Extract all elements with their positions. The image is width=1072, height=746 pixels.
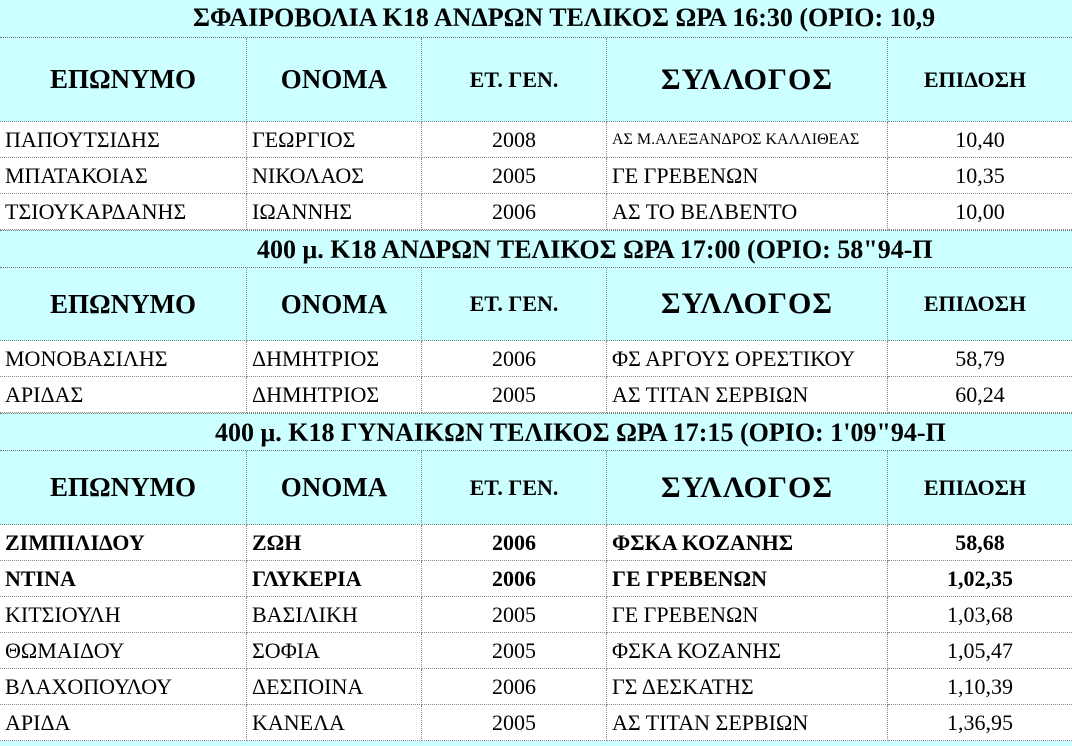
cell-club: ΓΣ ΔΕΣΚΑΤΗΣ bbox=[607, 669, 888, 705]
table-row bbox=[0, 633, 1072, 669]
header-name: ΟΝΟΜΑ bbox=[247, 451, 422, 525]
cell-performance: 1,03,68 bbox=[888, 597, 1072, 633]
table-header bbox=[0, 268, 1072, 341]
cell-surname: ΘΩΜΑΙΔΟΥ bbox=[0, 633, 247, 669]
header-surname: ΕΠΩΝΥΜΟ bbox=[0, 38, 247, 122]
cell-surname: ΠΑΠΟΥΤΣΙΔΗΣ bbox=[0, 122, 247, 158]
section-title-400m-men: 400 μ. Κ18 ΑΝΔΡΩΝ ΤΕΛΙΚΟΣ ΩΡΑ 17:00 (ΟΡΙΟ: 58"94-Π bbox=[0, 230, 1072, 268]
cell-name: ΖΩΗ bbox=[247, 525, 422, 561]
cell-performance: 1,05,47 bbox=[888, 633, 1072, 669]
cell-name: ΓΛΥΚΕΡΙΑ bbox=[247, 561, 422, 597]
cell-performance: 10,35 bbox=[888, 158, 1072, 194]
table-row bbox=[0, 597, 1072, 633]
table-row bbox=[0, 158, 1072, 194]
header-club: ΣΥΛΛΟΓΟΣ bbox=[607, 268, 888, 341]
header-name: ΟΝΟΜΑ bbox=[247, 268, 422, 341]
cell-performance: 58,68 bbox=[888, 525, 1072, 561]
header-birth-year: ΕΤ. ΓΕΝ. bbox=[422, 38, 607, 122]
cell-surname: ΤΣΙΟΥΚΑΡΔΑΝΗΣ bbox=[0, 194, 247, 230]
cell-birth-year: 2005 bbox=[422, 705, 607, 741]
cell-performance: 1,02,35 bbox=[888, 561, 1072, 597]
cell-club: ΦΣΚΑ ΚΟΖΑΝΗΣ bbox=[607, 525, 888, 561]
cell-name: ΒΑΣΙΛΙΚΗ bbox=[247, 597, 422, 633]
cell-club: ΓΕ ΓΡΕΒΕΝΩΝ bbox=[607, 561, 888, 597]
header-surname: ΕΠΩΝΥΜΟ bbox=[0, 451, 247, 525]
cell-surname: ΜΠΑΤΑΚΟΙΑΣ bbox=[0, 158, 247, 194]
section-title-400m-women: 400 μ. Κ18 ΓΥΝΑΙΚΩΝ ΤΕΛΙΚΟΣ ΩΡΑ 17:15 (ΟΡΙΟ: 1'09"94-Π bbox=[0, 413, 1072, 451]
cell-club: ΦΣΚΑ ΚΟΖΑΝΗΣ bbox=[607, 633, 888, 669]
cell-name: ΙΩΑΝΝΗΣ bbox=[247, 194, 422, 230]
cell-surname: ΒΛΑΧΟΠΟΥΛΟΥ bbox=[0, 669, 247, 705]
cell-name: ΣΟΦΙΑ bbox=[247, 633, 422, 669]
cell-name: ΔΕΣΠΟΙΝΑ bbox=[247, 669, 422, 705]
cell-name: ΔΗΜΗΤΡΙΟΣ bbox=[247, 341, 422, 377]
cell-birth-year: 2005 bbox=[422, 377, 607, 413]
cell-performance: 10,40 bbox=[888, 122, 1072, 158]
cell-surname: ΑΡΙΔΑ bbox=[0, 705, 247, 741]
cell-performance: 60,24 bbox=[888, 377, 1072, 413]
cell-surname: ΑΡΙΔΑΣ bbox=[0, 377, 247, 413]
table-row bbox=[0, 341, 1072, 377]
cell-birth-year: 2006 bbox=[422, 341, 607, 377]
header-performance: ΕΠΙΔΟΣΗ bbox=[888, 451, 1072, 525]
cell-club: ΓΕ ΓΡΕΒΕΝΩΝ bbox=[607, 597, 888, 633]
table-row bbox=[0, 122, 1072, 158]
header-birth-year: ΕΤ. ΓΕΝ. bbox=[422, 268, 607, 341]
header-name: ΟΝΟΜΑ bbox=[247, 38, 422, 122]
cell-club: ΦΣ ΑΡΓΟΥΣ ΟΡΕΣΤΙΚΟΥ bbox=[607, 341, 888, 377]
cell-performance: 58,79 bbox=[888, 341, 1072, 377]
cell-birth-year: 2006 bbox=[422, 561, 607, 597]
cell-birth-year: 2006 bbox=[422, 194, 607, 230]
cell-name: ΔΗΜΗΤΡΙΟΣ bbox=[247, 377, 422, 413]
table-header bbox=[0, 451, 1072, 525]
cell-birth-year: 2006 bbox=[422, 669, 607, 705]
cell-club: ΑΣ ΤΙΤΑΝ ΣΕΡΒΙΩΝ bbox=[607, 705, 888, 741]
table-header bbox=[0, 38, 1072, 122]
table-row bbox=[0, 705, 1072, 741]
cell-performance: 10,00 bbox=[888, 194, 1072, 230]
header-club: ΣΥΛΛΟΓΟΣ bbox=[607, 38, 888, 122]
cell-birth-year: 2005 bbox=[422, 597, 607, 633]
cell-birth-year: 2005 bbox=[422, 158, 607, 194]
cell-birth-year: 2005 bbox=[422, 633, 607, 669]
header-birth-year: ΕΤ. ΓΕΝ. bbox=[422, 451, 607, 525]
cell-birth-year: 2008 bbox=[422, 122, 607, 158]
cell-name: ΓΕΩΡΓΙΟΣ bbox=[247, 122, 422, 158]
header-performance: ΕΠΙΔΟΣΗ bbox=[888, 268, 1072, 341]
cell-surname: ΝΤΙΝΑ bbox=[0, 561, 247, 597]
cell-surname: ΜΟΝΟΒΑΣΙΛΗΣ bbox=[0, 341, 247, 377]
cell-birth-year: 2006 bbox=[422, 525, 607, 561]
cell-performance: 1,36,95 bbox=[888, 705, 1072, 741]
section-title-shot-put-men: ΣΦΑΙΡΟΒΟΛΙΑ Κ18 ΑΝΔΡΩΝ ΤΕΛΙΚΟΣ ΩΡΑ 16:30 (ΟΡΙΟ: 10,9 bbox=[0, 0, 1072, 38]
header-surname: ΕΠΩΝΥΜΟ bbox=[0, 268, 247, 341]
cell-name: ΝΙΚΟΛΑΟΣ bbox=[247, 158, 422, 194]
table-row bbox=[0, 561, 1072, 597]
cell-name: ΚΑΝΕΛΑ bbox=[247, 705, 422, 741]
cell-surname: ΖΙΜΠΙΛΙΔΟΥ bbox=[0, 525, 247, 561]
table-row bbox=[0, 525, 1072, 561]
table-row bbox=[0, 669, 1072, 705]
cell-club: ΑΣ ΤΟ ΒΕΛΒΕΝΤΟ bbox=[607, 194, 888, 230]
header-club: ΣΥΛΛΟΓΟΣ bbox=[607, 451, 888, 525]
cell-performance: 1,10,39 bbox=[888, 669, 1072, 705]
cell-club: ΑΣ Μ.ΑΛΕΞΑΝΔΡΟΣ ΚΑΛΛΙΘΕΑΣ bbox=[607, 122, 888, 158]
cell-club: ΑΣ ΤΙΤΑΝ ΣΕΡΒΙΩΝ bbox=[607, 377, 888, 413]
table-row bbox=[0, 194, 1072, 230]
table-row bbox=[0, 377, 1072, 413]
header-performance: ΕΠΙΔΟΣΗ bbox=[888, 38, 1072, 122]
bottom-band bbox=[0, 741, 1072, 746]
cell-surname: ΚΙΤΣΙΟΥΛΗ bbox=[0, 597, 247, 633]
cell-club: ΓΕ ΓΡΕΒΕΝΩΝ bbox=[607, 158, 888, 194]
